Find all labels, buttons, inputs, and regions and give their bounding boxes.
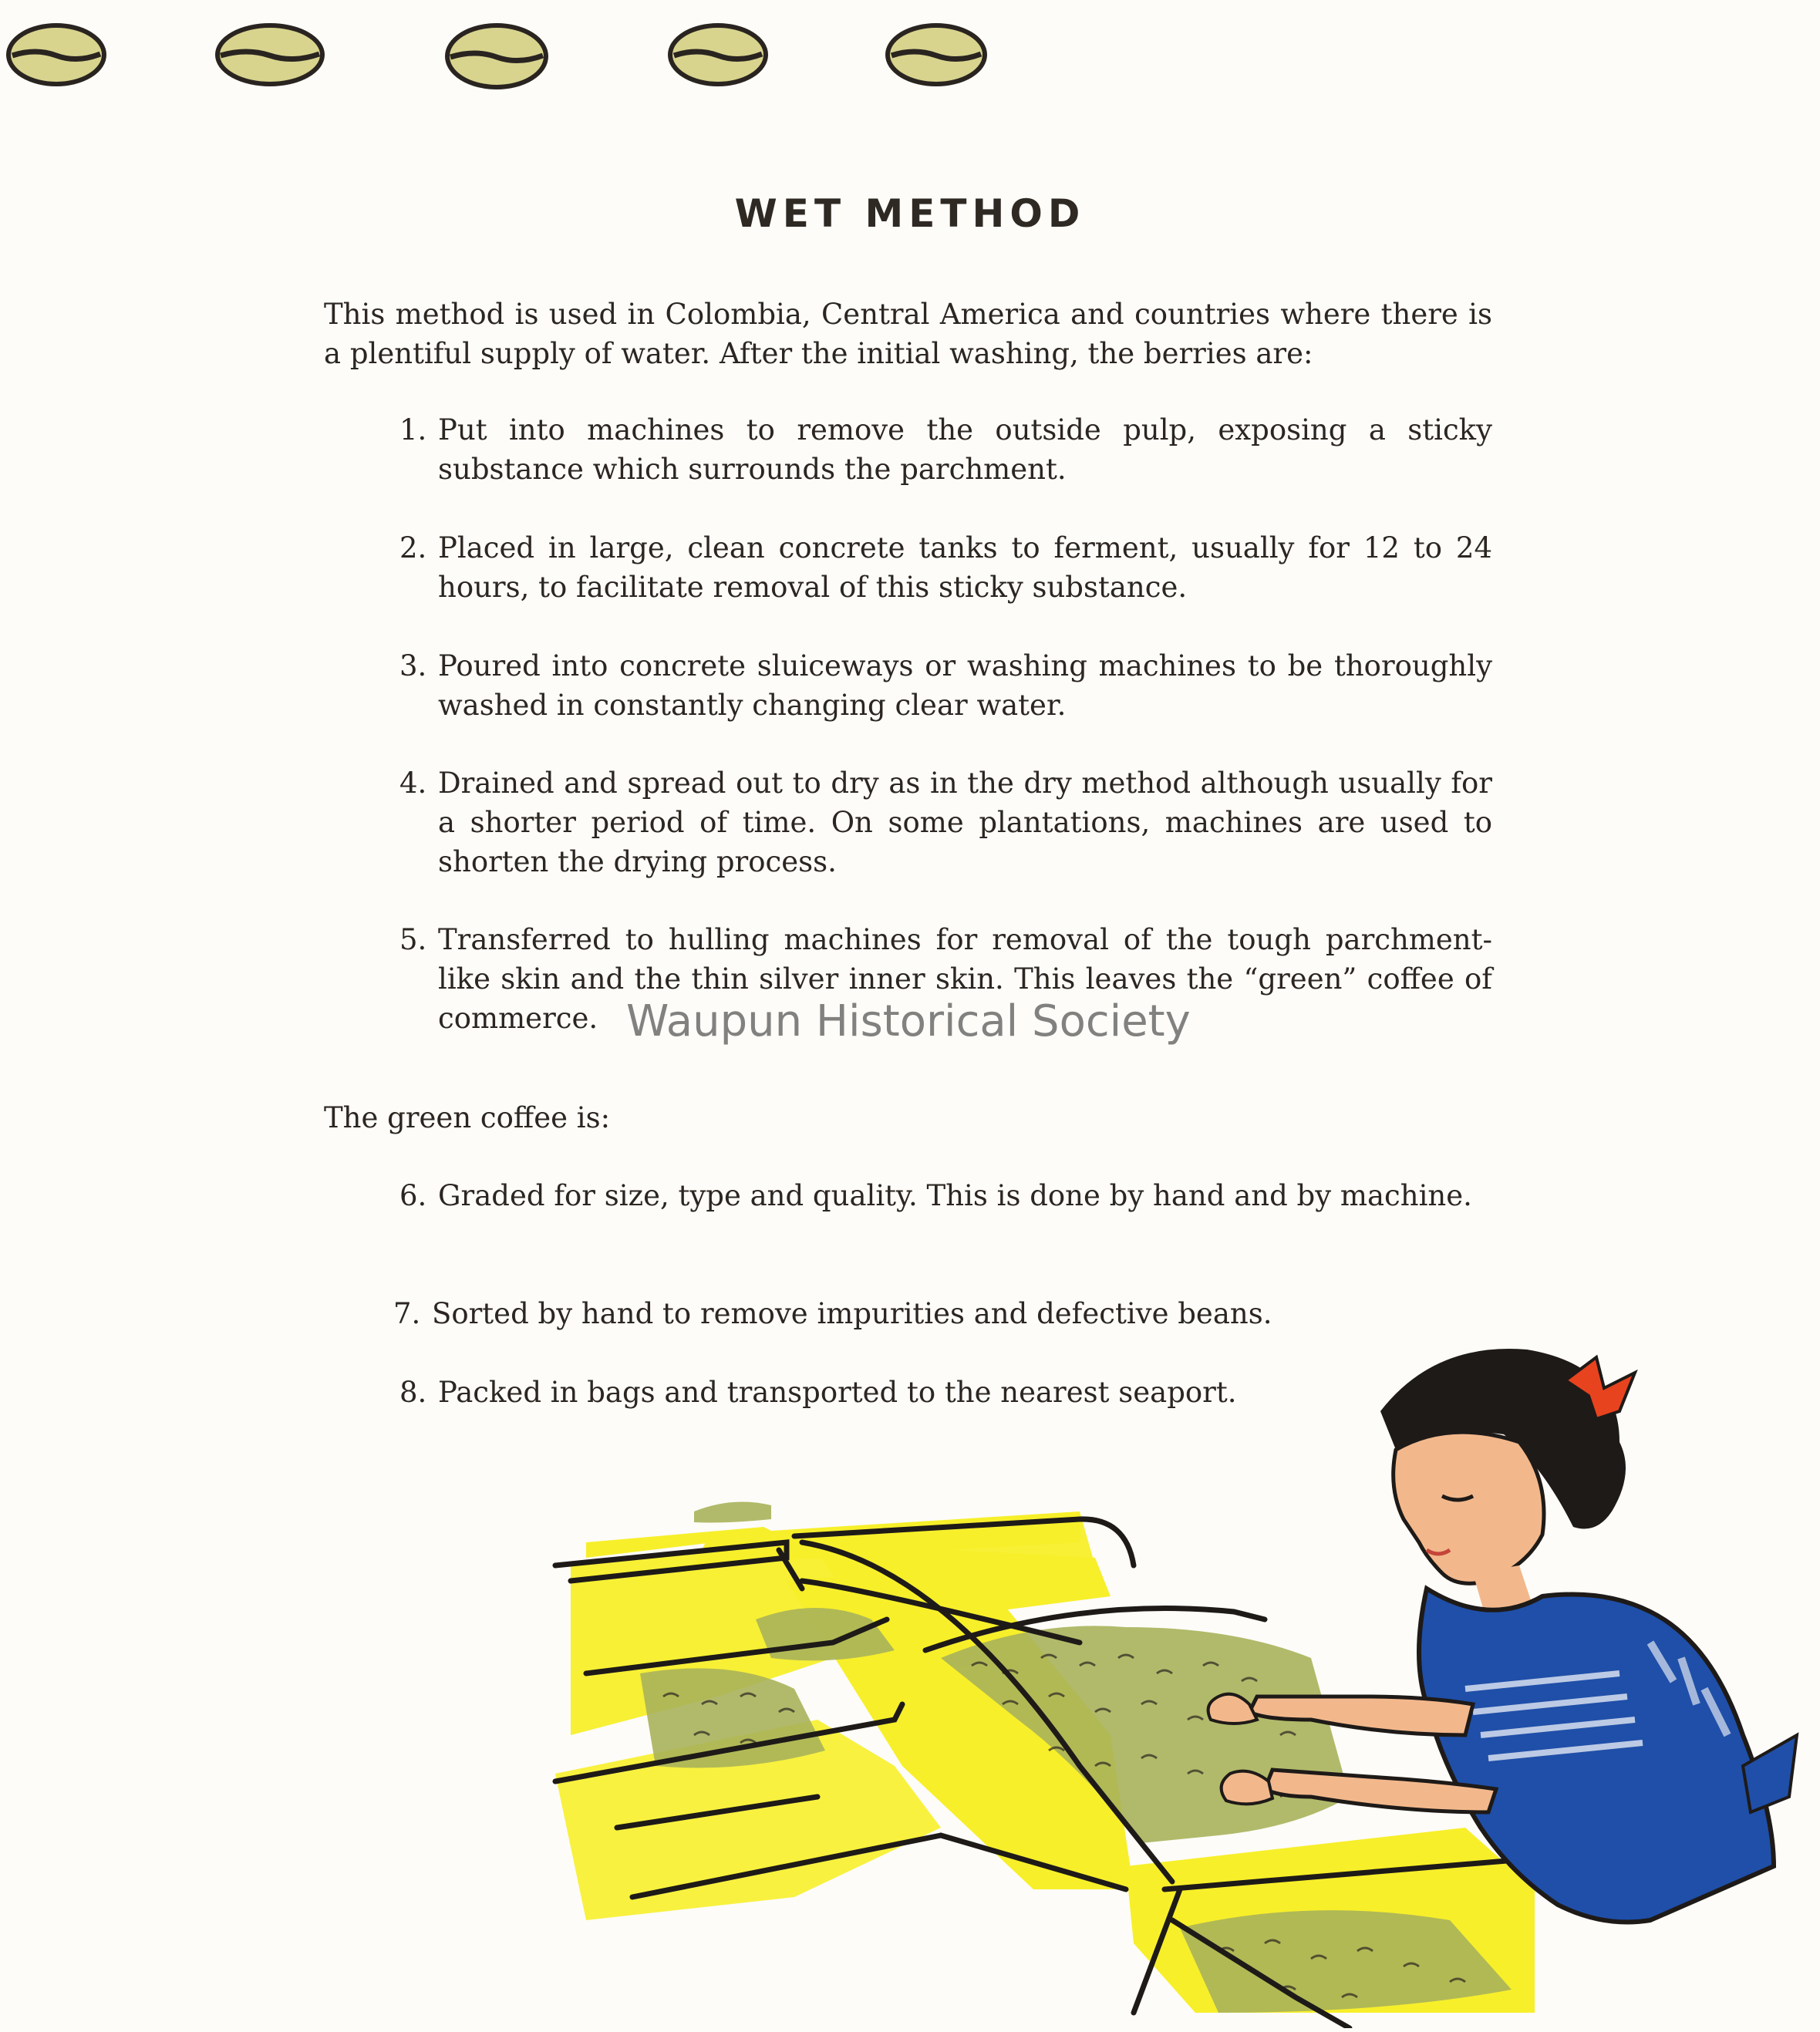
page-title: WET METHOD: [734, 191, 1086, 236]
step-number: 3.: [399, 649, 427, 682]
coffee-bean-icon: [5, 22, 108, 88]
list-item: [393, 1294, 1486, 1333]
step-number: 2.: [399, 531, 427, 564]
step-number: 8.: [399, 1376, 427, 1409]
step-number: 1.: [399, 413, 427, 447]
intro-paragraph: This method is used in Colombia, Central America and countries where there is a plentiful supply of water. After the initial washing, the berries are:: [324, 298, 1492, 370]
list-item: [399, 528, 1492, 607]
step-text: Transferred to hulling machines for removal of the tough parchment-like skin and the thin silver inner skin. This leaves the “green” coffee of commerce.: [438, 923, 1492, 1035]
list-item: [399, 763, 1492, 881]
step-text: Poured into concrete sluiceways or washing machines to be thoroughly washed in constantly changing clear water.: [438, 649, 1492, 722]
coffee-bean-icon: [443, 22, 551, 91]
step-number: 5.: [399, 923, 427, 956]
coffee-sorting-illustration: [540, 1334, 1805, 2028]
step-text: Sorted by hand to remove impurities and defective beans.: [432, 1297, 1272, 1330]
step-text: Graded for size, type and quality. This is done by hand and by machine.: [438, 1179, 1472, 1212]
step-text: Placed in large, clean concrete tanks to ferment, usually for 12 to 24 hours, to facilitate removal of this sticky substance.: [438, 531, 1492, 604]
step-number: 6.: [399, 1179, 427, 1212]
step-number: 7.: [393, 1297, 421, 1330]
watermark: Waupun Historical Society: [626, 996, 1191, 1046]
step-text: Packed in bags and transported to the nearest seaport.: [438, 1376, 1237, 1409]
list-item: [399, 410, 1492, 489]
list-item: [399, 1176, 1492, 1215]
step-text: Put into machines to remove the outside pulp, exposing a sticky substance which surrounds the parchment.: [438, 413, 1492, 486]
list-item: [399, 646, 1492, 725]
coffee-bean-border: [0, 22, 1080, 114]
step-text: Drained and spread out to dry as in the dry method although usually for a shorter period of time. On some plantations, machines are used to shorten the drying process.: [438, 767, 1492, 878]
coffee-bean-icon: [213, 22, 327, 88]
coffee-bean-icon: [884, 22, 989, 88]
coffee-bean-icon: [666, 22, 770, 88]
woman-figure: [1208, 1349, 1797, 1922]
step-number: 4.: [399, 767, 427, 800]
section-lead: The green coffee is:: [324, 1101, 611, 1134]
